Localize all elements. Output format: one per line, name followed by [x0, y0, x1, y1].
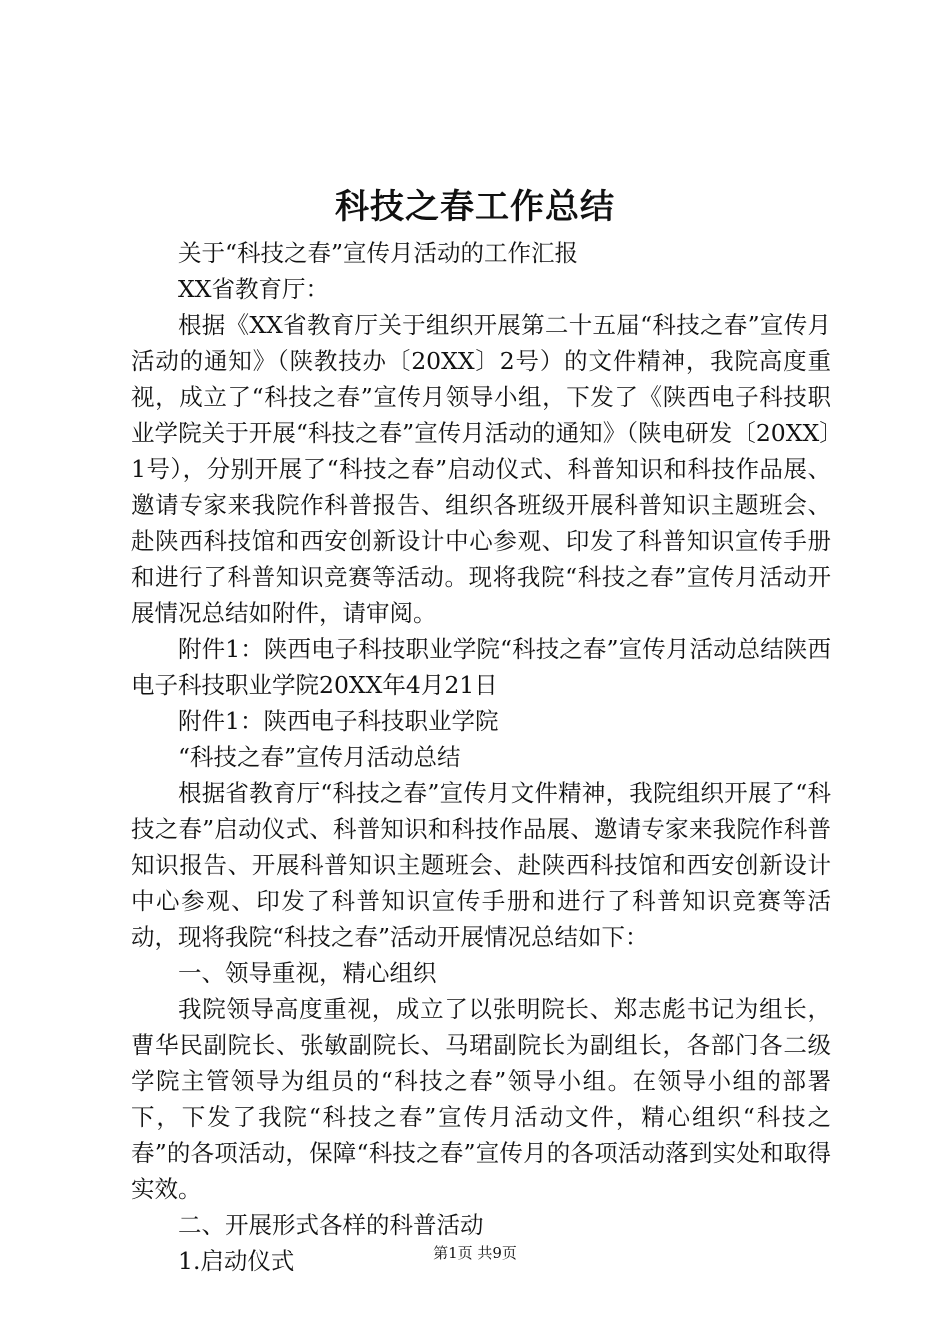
page-footer: 第1页 共9页 [433, 1244, 517, 1262]
paragraph-summary-heading: “科技之春”宣传月活动总结 [178, 743, 461, 771]
paragraph-salutation: XX省教育厅： [178, 275, 329, 303]
document-body [131, 235, 831, 1279]
paragraph-report-heading: 关于“科技之春”宣传月活动的工作汇报 [178, 239, 579, 267]
paragraph-attachment-heading: 附件1：陕西电子科技职业学院 [178, 707, 499, 735]
paragraph-attachment-note: 附件1：陕西电子科技职业学院“科技之春”宣传月活动总结陕西电子科技职业学院20XX年4月21日 [131, 635, 831, 699]
paragraph-leadership: 我院领导高度重视，成立了以张明院长、郑志彪书记为组长，曹华民副院长、张敏副院长、马珺副院长为副组长，各部门各二级学院主管领导为组员的“科技之春”领导小组。在领导小组的部署下，下发了我院“科技之春”宣传月活动文件，精心组织“科技之春”的各项活动，保障“科技之春”宣传月的各项活动落到实处和取得实效。 [131, 995, 831, 1203]
section-heading-leadership: 一、领导重视，精心组织 [178, 959, 437, 987]
paragraph-summary-intro: 根据省教育厅“科技之春”宣传月文件精神，我院组织开展了“科技之春”启动仪式、科普知识和科技作品展、邀请专家来我院作科普知识报告、开展科普知识主题班会、赴陕西科技馆和西安创新设计中心参观、印发了科普知识宣传手册和进行了科普知识竞赛等活动，现将我院“科技之春”活动开展情况总结如下： [131, 779, 831, 951]
subsection-heading-launch: 1.启动仪式 [178, 1247, 295, 1275]
document-title: 科技之春工作总结 [335, 187, 615, 227]
paragraph-intro: 根据《XX省教育厅关于组织开展第二十五届“科技之春”宣传月活动的通知》（陕教技办〔20XX〕2号）的文件精神，我院高度重视，成立了“科技之春”宣传月领导小组，下发了《陕西电子科技职业学院关于开展“科技之春”宣传月活动的通知》（陕电研发〔20XX〕1号），分别开展了“科技之春”启动仪式、科普知识和科技作品展、邀请专家来我院作科普报告、组织各班级开展科普知识主题班会、赴陕西科技馆和西安创新设计中心参观、印发了科普知识宣传手册和进行了科普知识竞赛等活动。现将我院“科技之春”宣传月活动开展情况总结如附件，请审阅。 [131, 311, 831, 627]
section-heading-activities: 二、开展形式各样的科普活动 [178, 1211, 484, 1239]
